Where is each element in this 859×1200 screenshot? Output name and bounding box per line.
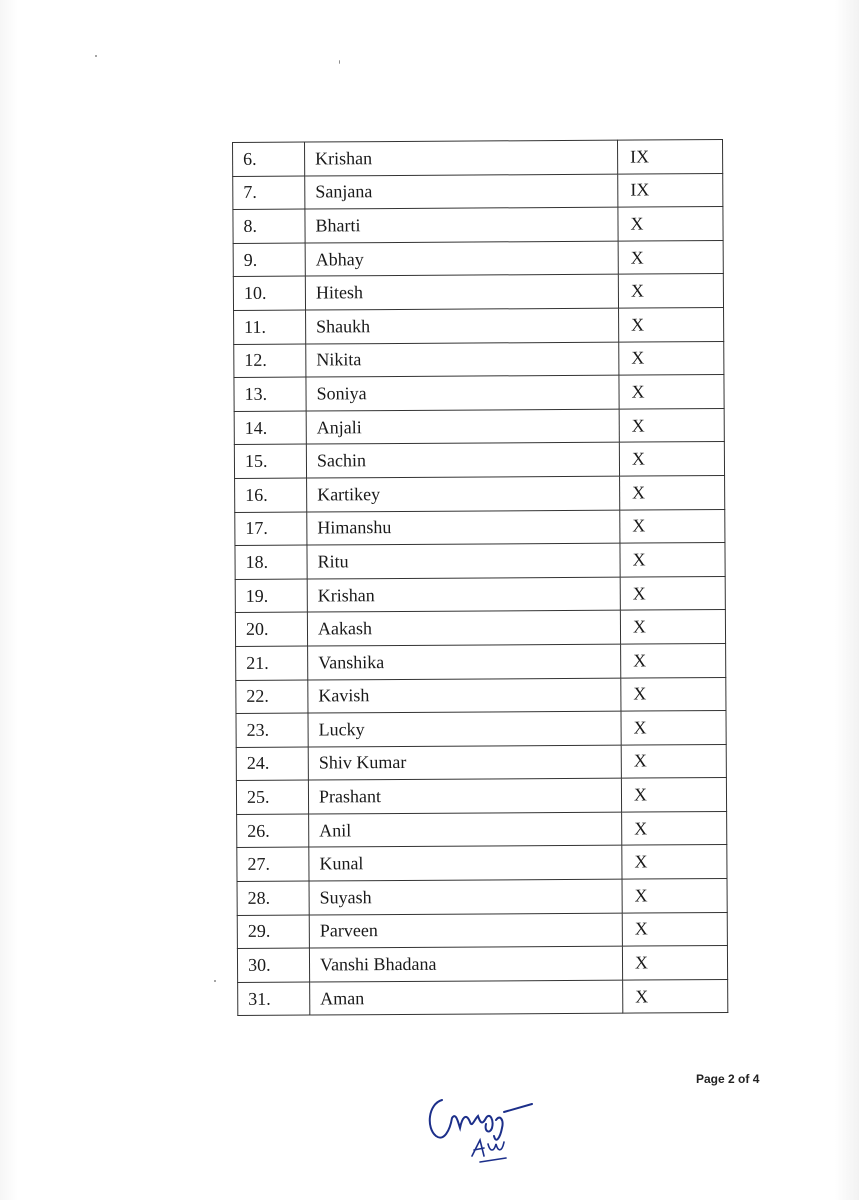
scan-speck <box>339 60 340 64</box>
student-name-cell: Krishan <box>307 577 620 613</box>
row-number-cell: 15. <box>234 444 306 478</box>
row-number-cell: 7. <box>233 176 305 210</box>
student-name-cell: Aman <box>310 980 623 1016</box>
student-name-cell: Vanshi Bhadana <box>309 946 622 982</box>
class-cell: X <box>621 677 726 711</box>
student-name-cell: Bharti <box>305 207 618 243</box>
row-number-cell: 28. <box>237 881 309 915</box>
table-row <box>235 576 725 613</box>
table-row <box>236 711 726 748</box>
row-number-cell: 30. <box>237 948 309 982</box>
table-row <box>235 610 725 647</box>
student-name-cell: Abhay <box>305 241 618 277</box>
row-number-cell: 8. <box>233 209 305 243</box>
table-row <box>233 140 723 177</box>
row-number-cell: 10. <box>233 276 305 310</box>
table-row <box>233 207 723 244</box>
class-cell: X <box>619 408 724 442</box>
row-number-cell: 9. <box>233 243 305 277</box>
page-number <box>696 1072 759 1086</box>
table-row <box>238 979 728 1016</box>
table-row <box>234 408 724 445</box>
table-row <box>237 912 727 949</box>
row-number-cell: 27. <box>237 848 309 882</box>
student-name-cell: Suyash <box>309 879 622 915</box>
table-row <box>234 307 724 344</box>
class-cell: X <box>620 475 725 509</box>
student-name-cell: Himanshu <box>307 510 620 546</box>
class-cell: X <box>621 643 726 677</box>
scan-speck <box>95 55 97 57</box>
class-cell: IX <box>618 173 723 207</box>
student-name-cell: Prashant <box>308 778 621 814</box>
student-name-cell: Sachin <box>306 442 619 478</box>
class-cell: X <box>621 744 726 778</box>
student-table-body <box>233 140 728 1016</box>
table-row <box>233 173 723 210</box>
table-row <box>234 375 724 412</box>
class-cell: X <box>619 307 724 341</box>
table-row <box>237 879 727 916</box>
row-number-cell: 31. <box>238 982 310 1016</box>
row-number-cell: 13. <box>234 377 306 411</box>
table-row <box>235 475 725 512</box>
class-cell: X <box>618 240 723 274</box>
scan-speck <box>214 980 216 982</box>
row-number-cell: 17. <box>235 512 307 546</box>
row-number-cell: 14. <box>234 411 306 445</box>
row-number-cell: 19. <box>235 579 307 613</box>
page-current: 2 <box>728 1072 735 1086</box>
table-row <box>234 341 724 378</box>
student-name-cell: Vanshika <box>308 644 621 680</box>
student-name-cell: Lucky <box>308 711 621 747</box>
class-cell: X <box>620 610 725 644</box>
class-cell: IX <box>617 140 722 174</box>
student-name-cell: Shiv Kumar <box>308 745 621 781</box>
row-number-cell: 12. <box>234 344 306 378</box>
student-name-cell: Anil <box>309 812 622 848</box>
class-cell: X <box>622 811 727 845</box>
table-row <box>237 811 727 848</box>
table-row <box>237 845 727 882</box>
student-name-cell: Parveen <box>309 913 622 949</box>
row-number-cell: 29. <box>237 915 309 949</box>
student-name-cell: Sanjana <box>305 174 618 210</box>
class-cell: X <box>620 543 725 577</box>
student-table <box>232 139 728 1016</box>
class-cell: X <box>622 912 727 946</box>
row-number-cell: 25. <box>236 780 308 814</box>
class-cell: X <box>618 274 723 308</box>
class-cell: X <box>619 375 724 409</box>
page-label: Page <box>696 1072 729 1086</box>
row-number-cell: 6. <box>233 142 305 176</box>
student-name-cell: Kartikey <box>307 476 620 512</box>
student-name-cell: Kunal <box>309 846 622 882</box>
class-cell: X <box>623 979 728 1013</box>
class-cell: X <box>619 442 724 476</box>
student-name-cell: Nikita <box>306 342 619 378</box>
student-name-cell: Krishan <box>305 140 618 176</box>
row-number-cell: 26. <box>237 814 309 848</box>
student-name-cell: Shaukh <box>306 308 619 344</box>
row-number-cell: 24. <box>236 747 308 781</box>
class-cell: X <box>622 879 727 913</box>
class-cell: X <box>620 576 725 610</box>
class-cell: X <box>620 509 725 543</box>
table-row <box>235 543 725 580</box>
class-cell: X <box>621 711 726 745</box>
row-number-cell: 22. <box>236 680 308 714</box>
student-name-cell: Aakash <box>307 610 620 646</box>
row-number-cell: 23. <box>236 713 308 747</box>
table-row <box>236 744 726 781</box>
table-row <box>237 946 727 983</box>
table-row <box>236 643 726 680</box>
table-row <box>236 778 726 815</box>
student-name-cell: Kavish <box>308 678 621 714</box>
table-row <box>236 677 726 714</box>
row-number-cell: 20. <box>235 612 307 646</box>
student-name-cell: Hitesh <box>305 275 618 311</box>
table-row <box>235 509 725 546</box>
page-total: 4 <box>752 1072 760 1086</box>
row-number-cell: 11. <box>234 310 306 344</box>
handwritten-signature <box>420 1078 560 1168</box>
page-of-label: of <box>734 1072 753 1086</box>
student-name-cell: Soniya <box>306 375 619 411</box>
row-number-cell: 16. <box>235 478 307 512</box>
student-name-cell: Anjali <box>306 409 619 445</box>
class-cell: X <box>619 341 724 375</box>
class-cell: X <box>618 207 723 241</box>
table-row <box>233 240 723 277</box>
student-name-cell: Ritu <box>307 543 620 579</box>
table-row <box>234 442 724 479</box>
row-number-cell: 21. <box>236 646 308 680</box>
class-cell: X <box>621 778 726 812</box>
class-cell: X <box>622 946 727 980</box>
table-row <box>233 274 723 311</box>
class-cell: X <box>622 845 727 879</box>
row-number-cell: 18. <box>235 545 307 579</box>
